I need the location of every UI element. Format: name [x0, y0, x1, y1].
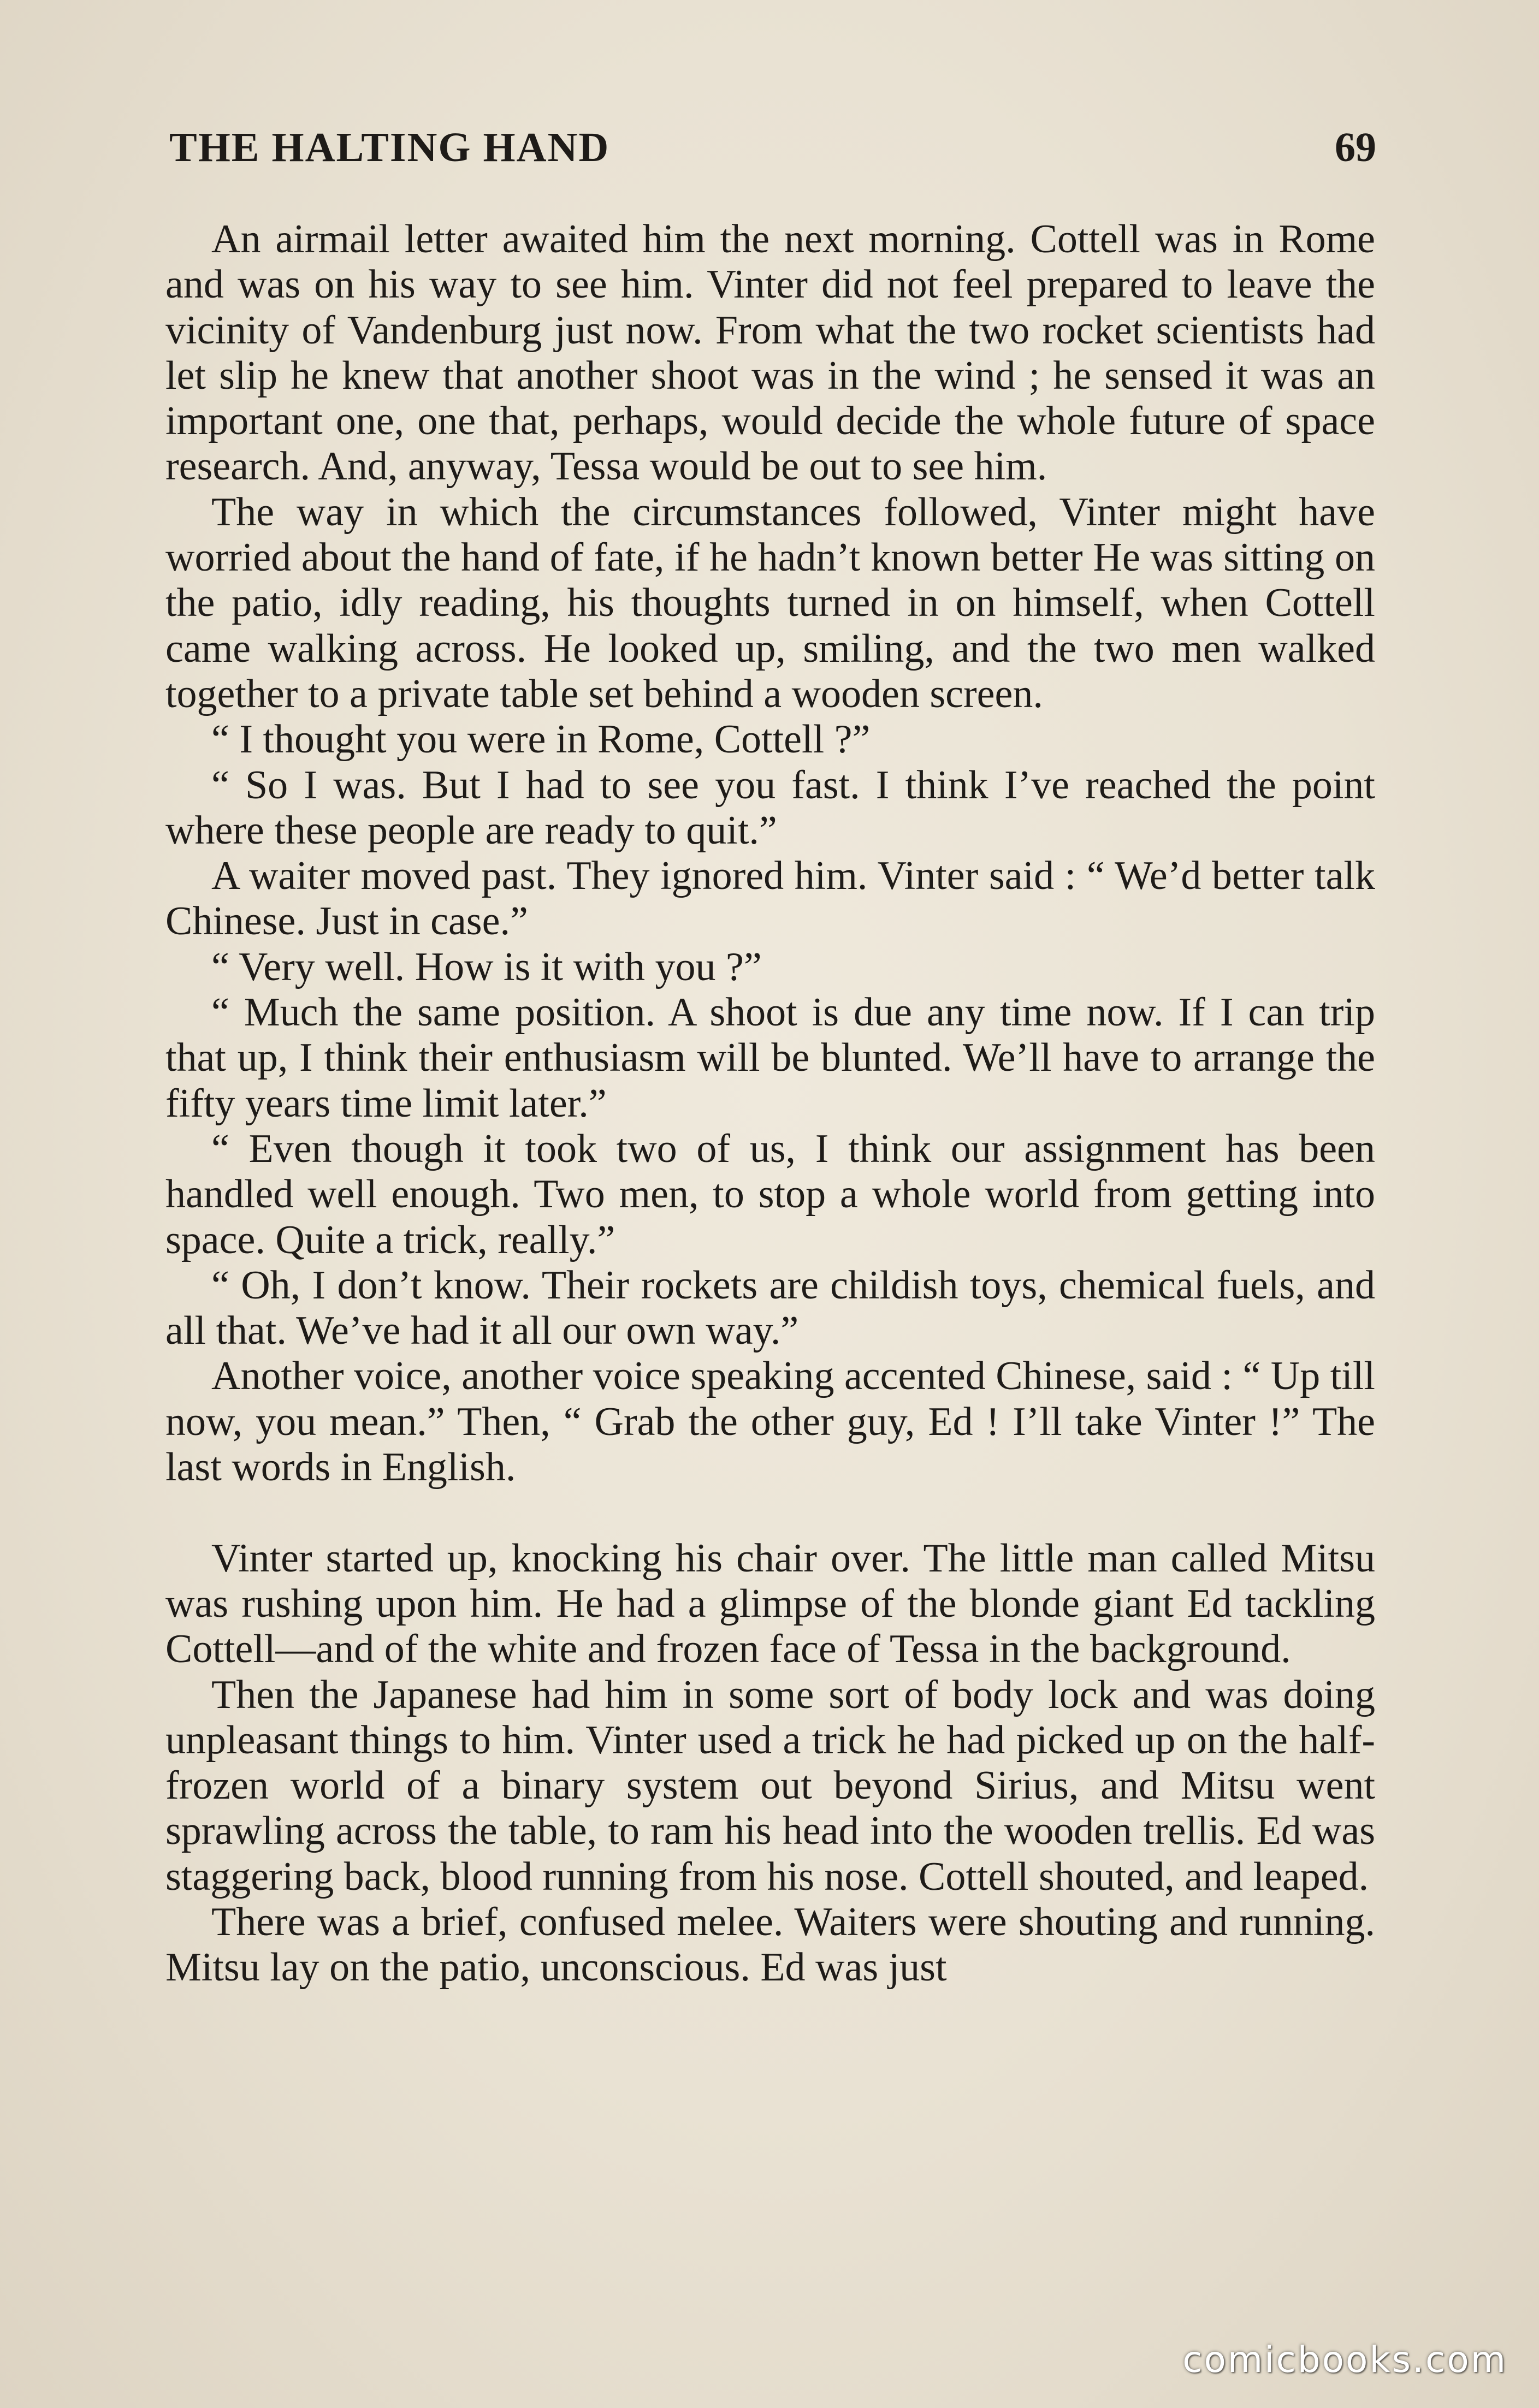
running-title: THE HALTING HAND	[169, 124, 610, 170]
page-header	[169, 115, 1376, 180]
watermark: comicbooks.com	[1182, 2339, 1507, 2381]
paragraph: Another voice, another voice speaking accented Chinese, said : “ Up till now, you mean.” Then, “ Grab the other guy, Ed ! I’ll take Vinter !” The last words in English.	[165, 1354, 1375, 1490]
paragraph: “ Much the same position. A shoot is due any time now. If I can trip that up, I think their enthusiasm will be blunted. We’ll have to arrange the fifty years time limit later.”	[165, 990, 1375, 1126]
paragraph: “ So I was. But I had to see you fast. I think I’ve reached the point where these people are ready to quit.”	[165, 762, 1375, 853]
body-text	[165, 217, 1375, 1991]
paragraph: “ I thought you were in Rome, Cottell ?”	[211, 717, 871, 762]
paragraph: “ Very well. How is it with you ?”	[211, 944, 762, 989]
paragraph: A waiter moved past. They ignored him. Vinter said : “ We’d better talk Chinese. Just in case.”	[165, 853, 1375, 944]
paragraph: The way in which the circumstances followed, Vinter might have worried about the hand of fate, if he hadn’t known better He was sitting on the patio, idly reading, his thoughts turned in on himself, when Cottell came walking across. He looked up, smiling, and the two men walked together to a private table set behind a wooden screen.	[165, 489, 1375, 716]
paragraph: There was a brief, confused melee. Waiters were shouting and running. Mitsu lay on the patio, unconscious. Ed was just	[165, 1899, 1375, 1990]
paragraph: “ Even though it took two of us, I think our assignment has been handled well enough. Two men, to stop a whole world from getting into space. Quite a trick, really.”	[165, 1126, 1375, 1262]
paragraph: Vinter started up, knocking his chair over. The little man called Mitsu was rushing upon him. He had a glimpse of the blonde giant Ed tackling Cottell—and of the white and frozen face of Tessa in the background.	[165, 1535, 1375, 1672]
paragraph: Then the Japanese had him in some sort of body lock and was doing unpleasant things to him. Vinter used a trick he had picked up on the half-frozen world of a binary system out beyond Sirius, and Mitsu went sprawling across the table, to ram his head into the wooden trellis. Ed was staggering back, blood running from his nose. Cottell shouted, and leaped.	[165, 1672, 1375, 1899]
paragraph: An airmail letter awaited him the next morning. Cottell was in Rome and was on his way to see him. Vinter did not feel prepared to leave the vicinity of Vandenburg just now. From what the two rocket scientists had let slip he knew that another shoot was in the wind ; he sensed it was an important one, one that, perhaps, would decide the whole future of space research. And, anyway, Tessa would be out to see him.	[165, 217, 1375, 489]
page-number: 69	[1335, 124, 1376, 170]
paragraph: “ Oh, I don’t know. Their rockets are childish toys, chemical fuels, and all that. We’ve had it all our own way.”	[165, 1262, 1375, 1354]
